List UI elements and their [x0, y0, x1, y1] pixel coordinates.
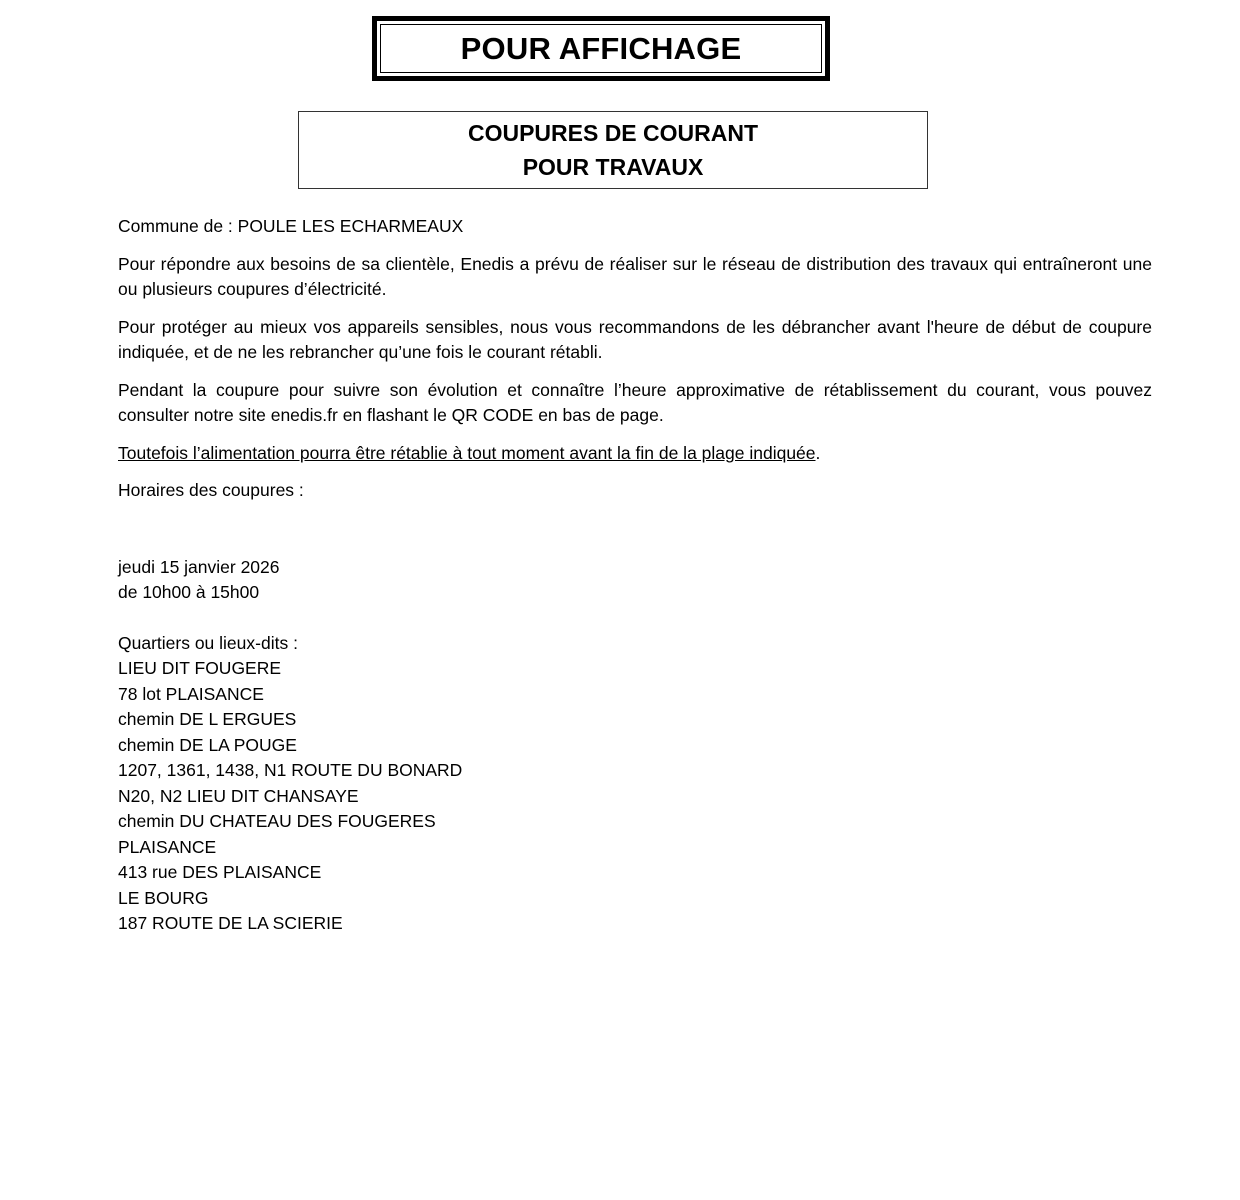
list-item: chemin DE LA POUGE — [118, 734, 297, 755]
commune-name: POULE LES ECHARMEAUX — [237, 216, 464, 236]
list-item: 413 rue DES PLAISANCE — [118, 862, 322, 882]
commune-label: Commune de : — [118, 216, 238, 236]
paragraph-appareils: Pour protéger au mieux vos appareils sensibles, nous vous recommandons de les débrancher avant l'heure de début de coupure indiquée, et de ne les rebrancher qu’une fois le courant rétabli. — [118, 316, 1152, 362]
places-title: Quartiers ou lieux-dits : — [118, 632, 298, 653]
notice-retablissement — [118, 441, 1152, 467]
notice-underlined-text: Toutefois l’alimentation pourra être rétablie à tout moment avant la fin de la plage indiquée — [118, 442, 816, 463]
affichage-inner-frame — [380, 24, 822, 73]
subtitle-line-2: POUR TRAVAUX — [522, 154, 704, 180]
schedule-time-range: de 10h00 à 15h00 — [118, 582, 260, 602]
subtitle-box — [298, 111, 928, 189]
horaires-title: Horaires des coupures : — [118, 480, 304, 500]
list-item: PLAISANCE — [118, 836, 217, 857]
commune-line — [118, 214, 1152, 240]
schedule-date: jeudi 15 janvier 2026 — [118, 556, 280, 577]
schedule-block — [118, 555, 1152, 606]
list-item: LIEU DIT FOUGERE — [118, 658, 282, 678]
notice-end: . — [815, 442, 821, 463]
list-item: 1207, 1361, 1438, N1 ROUTE DU BONARD — [118, 760, 463, 780]
list-item: chemin DU CHATEAU DES FOUGERES — [118, 811, 436, 831]
subtitle-line-1: COUPURES DE COURANT — [467, 120, 759, 146]
list-item: chemin DE L ERGUES — [118, 709, 297, 729]
paragraph-clientele: Pour répondre aux besoins de sa clientèle, Enedis a prévu de réaliser sur le réseau de distribution des travaux qui entraîneront une ou plusieurs coupures d’électricité. — [118, 253, 1152, 299]
list-item: N20, N2 LIEU DIT CHANSAYE — [118, 785, 359, 806]
page-title: POUR AFFICHAGE — [460, 31, 742, 66]
list-item: 78 lot PLAISANCE — [118, 683, 264, 704]
notice-body — [118, 214, 1152, 937]
list-item: 187 ROUTE DE LA SCIERIE — [118, 913, 343, 933]
paragraph-suivi: Pendant la coupure pour suivre son évolution et connaître l’heure approximative de rétablissement du courant, vous pouvez consulter notre site enedis.fr en flashant le QR CODE en bas de page. — [118, 379, 1152, 425]
places-block — [118, 631, 1152, 937]
list-item: LE BOURG — [118, 887, 209, 908]
affichage-frame — [372, 16, 830, 81]
